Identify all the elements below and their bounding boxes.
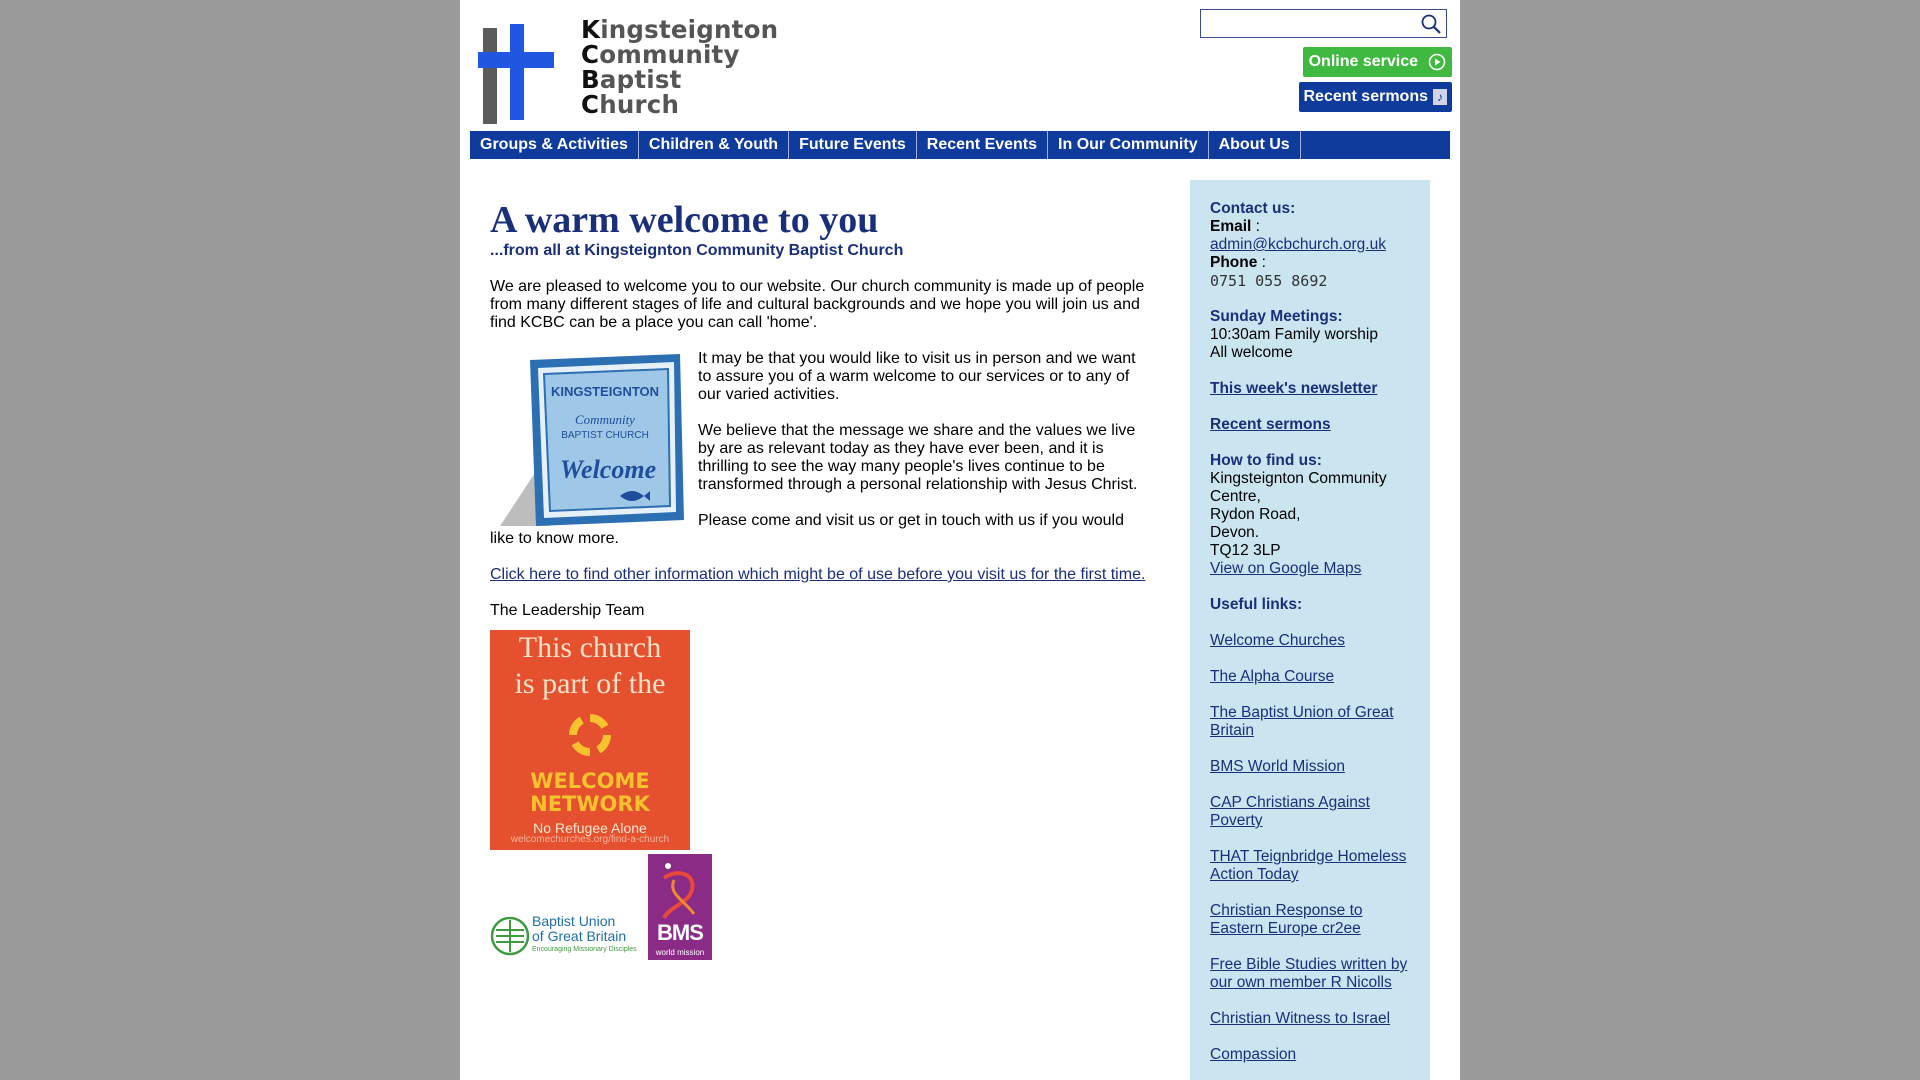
useful-link-cr2ee[interactable]: Christian Response to Eastern Europe cr2ee xyxy=(1210,902,1363,937)
logo-line-4: Church xyxy=(581,90,680,119)
phone-label: Phone xyxy=(1210,254,1258,271)
email-link[interactable]: admin@kcbchurch.org.uk xyxy=(1210,236,1386,253)
sidebar-recent-sermons-link[interactable]: Recent sermons xyxy=(1210,416,1331,433)
welcome-network-title: WELCOME NETWORK xyxy=(530,769,650,816)
address-line: Kingsteignton Community Centre, xyxy=(1210,470,1387,505)
useful-link-alpha-course[interactable]: The Alpha Course xyxy=(1210,668,1335,685)
google-maps-link[interactable]: View on Google Maps xyxy=(1210,560,1362,577)
visit-paragraph: It may be that you would like to visit us in person and we want to assure you of a warm welcome to our services or to any of our varied activities. xyxy=(698,350,1136,403)
useful-link-cap[interactable]: CAP Christians Against Poverty xyxy=(1210,794,1370,829)
email-label: Email xyxy=(1210,218,1252,235)
useful-link-baptist-union[interactable]: The Baptist Union of Great Britain xyxy=(1210,704,1394,739)
contact-paragraph: Please come and visit us or get in touch with us if you would like to know more. xyxy=(490,512,1124,547)
phone-number: 0751 055 8692 xyxy=(1210,272,1328,290)
find-us-heading: How to find us: xyxy=(1210,452,1322,469)
online-service-button[interactable] xyxy=(1303,47,1452,77)
welcome-section xyxy=(490,350,1150,548)
logo-line-3: Baptist xyxy=(581,65,682,94)
church-logo[interactable] xyxy=(478,15,779,126)
main-nav xyxy=(470,131,1450,159)
recent-sermons-label: Recent sermons xyxy=(1303,88,1428,105)
welcome-sign-line4: Welcome xyxy=(559,455,657,484)
baptist-union-tagline: Encouraging Missionary Disciples xyxy=(532,946,637,953)
sidebar xyxy=(1190,180,1430,1080)
cross-icon xyxy=(478,16,558,126)
useful-link-compassion[interactable]: Compassion xyxy=(1210,1046,1297,1063)
page-title: A warm welcome to you xyxy=(490,199,879,241)
belief-paragraph: We believe that the message we share and the values we live by are as relevant today as they have ever been, and it is thrilling to see the way many people's lives continue to be transformed through a personal relationship with Jesus Christ. xyxy=(698,422,1138,493)
meetings-heading: Sunday Meetings: xyxy=(1210,308,1343,325)
page-subtitle: ...from all at Kingsteignton Community Baptist Church xyxy=(490,242,904,259)
lifebuoy-icon xyxy=(565,710,615,760)
newsletter-link[interactable]: This week's newsletter xyxy=(1210,380,1378,397)
logo-wordmark xyxy=(581,17,778,117)
welcome-sign-line3: BAPTIST CHURCH xyxy=(561,430,649,441)
nav-recent-events[interactable]: Recent Events xyxy=(917,131,1048,159)
play-icon xyxy=(1428,53,1446,71)
music-note-icon: ♪ xyxy=(1433,89,1447,105)
welcome-network-badge[interactable] xyxy=(490,630,690,850)
useful-link-cwi[interactable]: Christian Witness to Israel xyxy=(1210,1010,1391,1027)
useful-links-heading: Useful links: xyxy=(1210,596,1303,613)
leadership-team-signoff: The Leadership Team xyxy=(490,602,645,619)
search-input[interactable] xyxy=(1203,12,1407,36)
useful-link-bible-studies[interactable]: Free Bible Studies written by our own member R Nicolls xyxy=(1210,956,1408,991)
phone-row: Phone : xyxy=(1210,254,1266,271)
meetings-time: 10:30am Family worship xyxy=(1210,326,1378,343)
logo-line-1: Kingsteignton xyxy=(581,15,779,44)
useful-link-bms[interactable]: BMS World Mission xyxy=(1210,758,1345,775)
intro-paragraph: We are pleased to welcome you to our website. Our church community is made up of people from many different stages of life and cultural backgrounds and we hope you will join us and find KCBC can be a place you can call 'home'. xyxy=(490,278,1145,331)
search-box xyxy=(1200,9,1447,38)
sidebar-content xyxy=(1210,200,1415,1064)
nav-in-our-community[interactable]: In Our Community xyxy=(1048,131,1209,159)
contact-heading: Contact us: xyxy=(1210,200,1296,217)
baptist-union-logo[interactable] xyxy=(490,913,637,960)
address-line: Devon. xyxy=(1210,524,1260,541)
first-visit-info-link[interactable]: Click here to find other information which might be of use before you visit us for the first time. xyxy=(490,566,1146,583)
partner-logos xyxy=(490,854,1150,960)
address-line: TQ12 3LP xyxy=(1210,542,1281,559)
main-content xyxy=(490,195,1150,960)
welcome-sign-line2: Community xyxy=(575,412,635,427)
bms-title: BMS xyxy=(657,920,703,945)
nav-groups-activities[interactable]: Groups & Activities xyxy=(470,131,639,159)
recent-sermons-button[interactable] xyxy=(1299,82,1453,112)
nav-future-events[interactable]: Future Events xyxy=(789,131,917,159)
baptist-union-name: Baptist Union of Great Britain xyxy=(532,913,627,944)
welcome-sign-line1: KINGSTEIGNTON xyxy=(550,384,660,399)
nav-children-youth[interactable]: Children & Youth xyxy=(639,131,789,159)
welcome-network-heading: This church is part of the xyxy=(514,631,666,700)
welcome-network-tagline: No Refugee Alone xyxy=(533,820,647,836)
nav-about-us[interactable]: About Us xyxy=(1209,131,1301,159)
welcome-network-url: welcomechurches.org/find-a-church xyxy=(510,834,670,845)
bms-logo[interactable] xyxy=(648,854,712,960)
meetings-welcome: All welcome xyxy=(1210,344,1293,361)
bms-figure-icon xyxy=(648,854,712,924)
baptist-union-emblem-icon xyxy=(490,916,530,956)
logo-line-2: Community xyxy=(581,40,740,69)
online-service-label: Online service xyxy=(1308,53,1418,70)
useful-link-that[interactable]: THAT Teignbridge Homeless Action Today xyxy=(1210,848,1407,883)
bms-subtitle: world mission xyxy=(655,948,705,957)
useful-link-welcome-churches[interactable]: Welcome Churches xyxy=(1210,632,1345,649)
search-icon[interactable] xyxy=(1420,13,1442,35)
welcome-sign-image xyxy=(490,350,690,526)
email-row: Email : xyxy=(1210,218,1260,235)
address-line: Rydon Road, xyxy=(1210,506,1301,523)
page xyxy=(460,0,1460,1080)
